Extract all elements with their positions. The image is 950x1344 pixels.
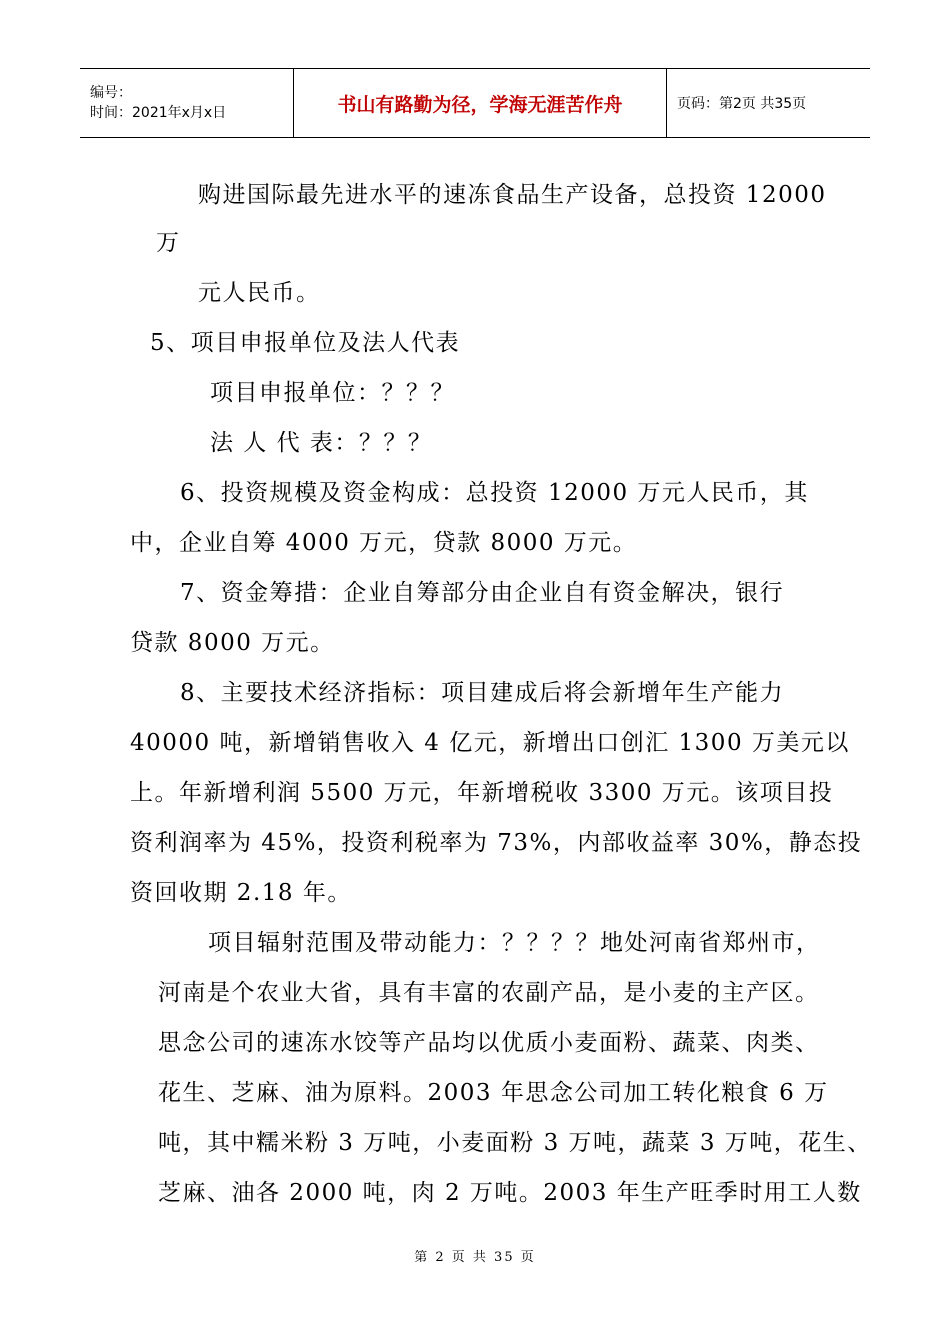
body-line: 5、项目申报单位及法人代表 (150, 330, 461, 356)
page-footer (0, 1246, 950, 1265)
body-line: 6、投资规模及资金构成：总投资 12000 万元人民币，其 (180, 480, 809, 506)
motto-text: 书山有路勤为径，学海无涯苦作舟 (337, 93, 623, 116)
body-line: 中，企业自筹 4000 万元，贷款 8000 万元。 (130, 530, 638, 556)
header-motto (294, 69, 667, 137)
footer-page-number: 第 2 页 共 35 页 (414, 1250, 536, 1265)
body-line: 7、资金筹措：企业自筹部分由企业自有资金解决，银行 (180, 580, 785, 606)
time-label: 时间：2021年x月x日 (90, 105, 227, 121)
number-label: 编号： (90, 85, 132, 101)
body-line: 河南是个农业大省，具有丰富的农副产品，是小麦的主产区。 (158, 980, 820, 1006)
body-line: 思念公司的速冻水饺等产品均以优质小麦面粉、蔬菜、肉类、 (158, 1030, 820, 1056)
body-line: 项目辐射范围及带动能力：？？？？地处河南省郑州市， (208, 930, 821, 956)
body-line: 资回收期 2.18 年。 (130, 880, 352, 906)
body-line: 上。年新增利润 5500 万元，年新增税收 3300 万元。该项目投 (130, 780, 834, 806)
page-header (80, 68, 870, 138)
header-page (667, 69, 870, 137)
body-line: 8、主要技术经济指标：项目建成后将会新增年生产能力 (180, 680, 785, 706)
body-line: 元人民币。 (198, 280, 321, 306)
header-meta (80, 69, 294, 137)
body-line: 资利润率为 45%，投资利税率为 73%，内部收益率 30%，静态投 (130, 830, 863, 856)
body-line: 花生、芝麻、油为原料。2003 年思念公司加工转化粮食 6 万 (158, 1080, 829, 1106)
body-line: 40000 吨，新增销售收入 4 亿元，新增出口创汇 1300 万美元以 (130, 730, 850, 756)
body-line: 吨，其中糯米粉 3 万吨，小麦面粉 3 万吨，蔬菜 3 万吨，花生、 (158, 1130, 872, 1156)
body-line: 芝麻、油各 2000 吨，肉 2 万吨。2003 年生产旺季时用工人数 (158, 1180, 862, 1206)
body-line: 贷款 8000 万元。 (130, 630, 335, 656)
body-line: 万 (156, 230, 181, 256)
body-line: 项目申报单位：？？？ (210, 380, 455, 406)
body-line: 购进国际最先进水平的速冻食品生产设备，总投资 12000 (198, 182, 827, 208)
body-line: 法 人 代 表：？？？ (210, 430, 433, 456)
page-label: 页码：第2页 共35页 (677, 96, 807, 112)
